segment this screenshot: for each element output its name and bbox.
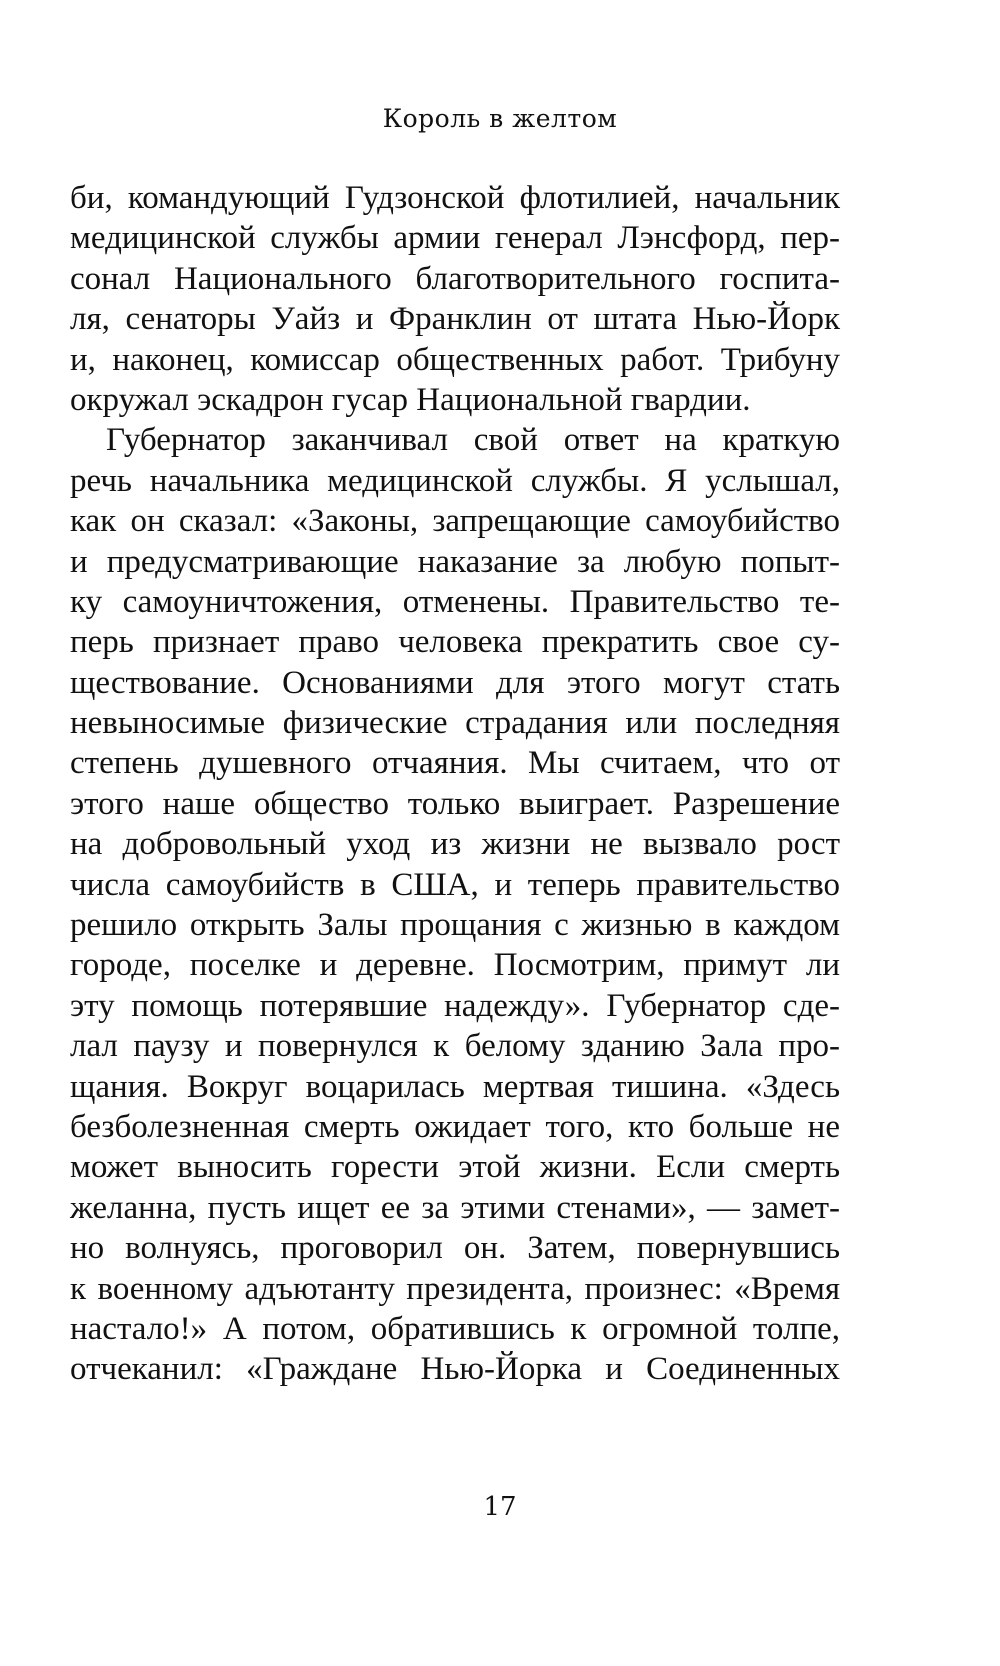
- text-line: ля, сенаторы Уайз и Франклин от штата Нью-Йорк: [70, 301, 840, 338]
- text-line: медицинской службы армии генерал Лэнсфорд, пер-: [70, 220, 840, 257]
- text-line: и, наконец, комиссар общественных работ. Трибуну: [70, 341, 840, 378]
- text-line: ществование. Основаниями для этого могут стать: [70, 664, 840, 701]
- text-line: эту помощь потерявшие надежду». Губернатор сде-: [70, 987, 840, 1024]
- text-line: степень душевного отчаяния. Мы считаем, что от: [70, 745, 840, 782]
- text-line: и предусматривающие наказание за любую попыт-: [70, 543, 840, 580]
- text-line: щания. Вокруг воцарилась мертвая тишина. «Здесь: [70, 1068, 840, 1105]
- text-line: безболезненная смерть ожидает того, кто больше не: [70, 1108, 840, 1145]
- text-line: перь признает право человека прекратить свое су-: [70, 624, 840, 661]
- text-line: настало!» А потом, обратившись к огромной толпе,: [70, 1310, 840, 1347]
- text-line: на добровольный уход из жизни не вызвало рост: [70, 826, 840, 863]
- body-text: [70, 178, 840, 1390]
- paragraph-1: [70, 178, 840, 420]
- text-line: лал паузу и повернулся к белому зданию Зала про-: [70, 1028, 840, 1065]
- text-line: городе, поселке и деревне. Посмотрим, примут ли: [70, 947, 840, 984]
- text-line: к военному адъютанту президента, произнес: «Время: [70, 1270, 840, 1307]
- text-line: окружал эскадрон гусар Национальной гвардии.: [70, 381, 751, 418]
- text-line: ку самоуничтожения, отменены. Правительство те-: [70, 583, 840, 620]
- text-line: но волнуясь, проговорил он. Затем, повернувшись: [70, 1230, 840, 1267]
- text-line: сонал Национального благотворительного госпита-: [70, 260, 840, 297]
- text-line: этого наше общество только выиграет. Разрешение: [70, 785, 840, 822]
- text-line: как он сказал: «Законы, запрещающие самоубийство: [70, 503, 840, 540]
- text-line: би, командующий Гудзонской флотилией, начальник: [70, 180, 840, 216]
- text-line: может выносить горести этой жизни. Если смерть: [70, 1149, 840, 1186]
- page-number: 17: [483, 1492, 517, 1522]
- text-line: невыносимые физические страдания или последняя: [70, 705, 840, 742]
- text-line: решило открыть Залы прощания с жизнью в каждом: [70, 907, 840, 944]
- text-line: Губернатор заканчивал свой ответ на краткую: [106, 422, 840, 459]
- text-line: желанна, пусть ищет ее за этими стенами», — замет-: [70, 1189, 840, 1226]
- running-head: Король в желтом: [382, 104, 618, 133]
- text-line: числа самоубийств в США, и теперь правительство: [70, 866, 840, 903]
- text-line: речь начальника медицинской службы. Я услышал,: [70, 462, 840, 499]
- text-line: отчеканил: «Граждане Нью-Йорка и Соединенных: [70, 1351, 840, 1388]
- paragraph-2: [70, 420, 840, 1389]
